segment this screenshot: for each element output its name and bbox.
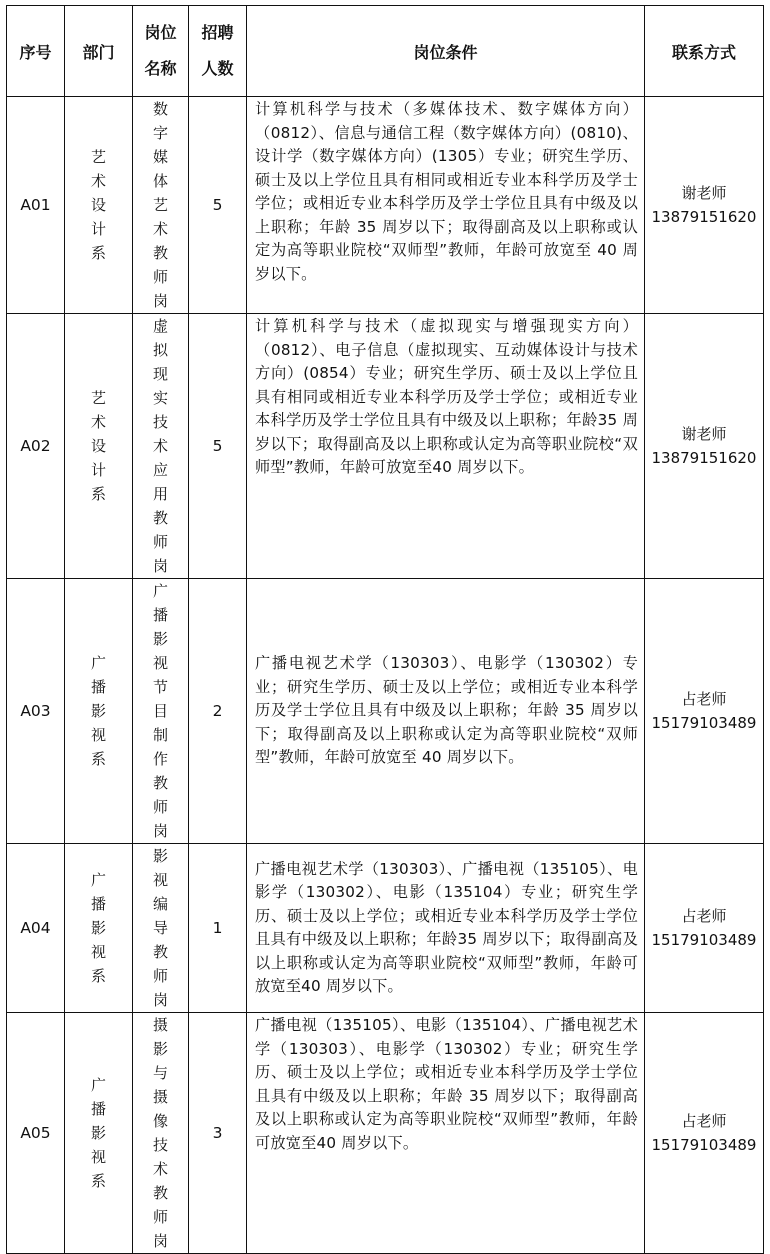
row-dept-text: 艺术设计系 (91, 389, 107, 503)
row-code: A05 (7, 1013, 65, 1254)
header-position (133, 6, 189, 97)
row-dept-text: 艺术设计系 (91, 148, 107, 262)
header-contact: 联系方式 (645, 6, 764, 97)
row-code: A04 (7, 844, 65, 1013)
row-position (133, 1013, 189, 1254)
header-conditions: 岗位条件 (247, 6, 645, 97)
row-code: A02 (7, 314, 65, 579)
table-row (7, 844, 764, 1013)
row-conditions: 广播电视艺术学（130303）、广播电视（135105）、电影学（130302）、电影（135104）专业；研究生学历、硕士及以上学位；或相近专业本科学历及学士学位且具有中级及以上职称；年龄35 周岁以下；取得副高及以上职称或认定为高等职业院校“双师型”教师，年龄可放宽至40 周岁以下。 (247, 844, 645, 1013)
row-conditions: 广播电视艺术学（130303）、电影学（130302）专业；研究生学历、硕士及以上学位；或相近专业本科学历及学士学位且具有中级及以上职称；年龄 35 周岁以下；取得副高及以上职称或认定为高等职业院校“双师型”教师，年龄可放宽至 40 周岁以下。 (247, 579, 645, 844)
contact-phone: 13879151620 (651, 208, 757, 226)
row-contact (645, 844, 764, 1013)
row-conditions: 计算机科学与技术（多媒体技术、数字媒体方向）（0812）、信息与通信工程（数字媒体方向）(0810)、设计学（数字媒体方向）(1305）专业；研究生学历、硕士及以上学位且具有相同或相近专业本科学历及学士学位；或相近专业本科学历及学士学位且具有中级及以上职称；年龄 35 周岁以下；取得副高及以上职称或认定为高等职业院校“双师型”教师，年龄可放宽至 40 周岁以下。 (247, 97, 645, 314)
table-row (7, 314, 764, 579)
row-dept (65, 844, 133, 1013)
row-position-text: 数字媒体艺术教师岗 (153, 100, 169, 310)
contact-phone: 15179103489 (651, 1136, 757, 1154)
row-code: A01 (7, 97, 65, 314)
row-conditions: 计算机科学与技术（虚拟现实与增强现实方向）（0812）、电子信息（虚拟现实、互动媒体设计与技术方向）(0854）专业；研究生学历、硕士及以上学位且具有相同或相近专业本科学历及学士学位；或相近专业本科学历及学士学位且具有中级及以上职称；年龄35 周岁以下；取得副高及以上职称或认定为高等职业院校“双师型”教师，年龄可放宽至40 周岁以下。 (247, 314, 645, 579)
table-row (7, 1013, 764, 1254)
row-contact (645, 579, 764, 844)
recruitment-table (6, 5, 764, 1254)
contact-name: 占老师 (681, 690, 727, 708)
row-count: 5 (189, 314, 247, 579)
contact-name: 谢老师 (681, 425, 727, 443)
contact-phone: 15179103489 (651, 931, 757, 949)
table-row (7, 579, 764, 844)
row-count: 3 (189, 1013, 247, 1254)
header-count-line2: 人数 (201, 59, 234, 78)
row-dept (65, 579, 133, 844)
row-contact (645, 314, 764, 579)
row-contact (645, 97, 764, 314)
row-dept-text: 广播影视系 (91, 654, 107, 768)
row-dept-text: 广播影视系 (91, 871, 107, 985)
row-count: 5 (189, 97, 247, 314)
row-count: 1 (189, 844, 247, 1013)
row-position (133, 314, 189, 579)
header-seq: 序号 (7, 6, 65, 97)
header-position-line1: 岗位 (144, 23, 177, 42)
table-row (7, 97, 764, 314)
row-dept (65, 314, 133, 579)
row-position (133, 97, 189, 314)
contact-name: 谢老师 (681, 184, 727, 202)
header-count-line1: 招聘 (201, 23, 234, 42)
contact-name: 占老师 (681, 907, 727, 925)
row-position (133, 844, 189, 1013)
header-position-line2: 名称 (144, 59, 177, 78)
row-position-text: 摄影与摄像技术教师岗 (153, 1016, 169, 1250)
row-position (133, 579, 189, 844)
row-position-text: 虚拟现实技术应用教师岗 (153, 317, 169, 575)
contact-phone: 15179103489 (651, 714, 757, 732)
row-position-text: 影视编导教师岗 (153, 847, 169, 1009)
row-conditions: 广播电视（135105）、电影（135104）、广播电视艺术学（130303）、电影学（130302）专业；研究生学历、硕士及以上学位；或相近专业本科学历及学士学位且具有中级及以上职称；年龄 35 周岁以下；取得副高及以上职称或认定为高等职业院校“双师型”教师，年龄可放宽至40 周岁以下。 (247, 1013, 645, 1254)
row-dept (65, 1013, 133, 1254)
row-code: A03 (7, 579, 65, 844)
header-count (189, 6, 247, 97)
row-dept (65, 97, 133, 314)
row-contact (645, 1013, 764, 1254)
table-header-row (7, 6, 764, 97)
header-dept: 部门 (65, 6, 133, 97)
row-count: 2 (189, 579, 247, 844)
contact-name: 占老师 (681, 1112, 727, 1130)
row-position-text: 广播影视节目制作教师岗 (153, 582, 169, 840)
contact-phone: 13879151620 (651, 449, 757, 467)
row-dept-text: 广播影视系 (91, 1076, 107, 1190)
